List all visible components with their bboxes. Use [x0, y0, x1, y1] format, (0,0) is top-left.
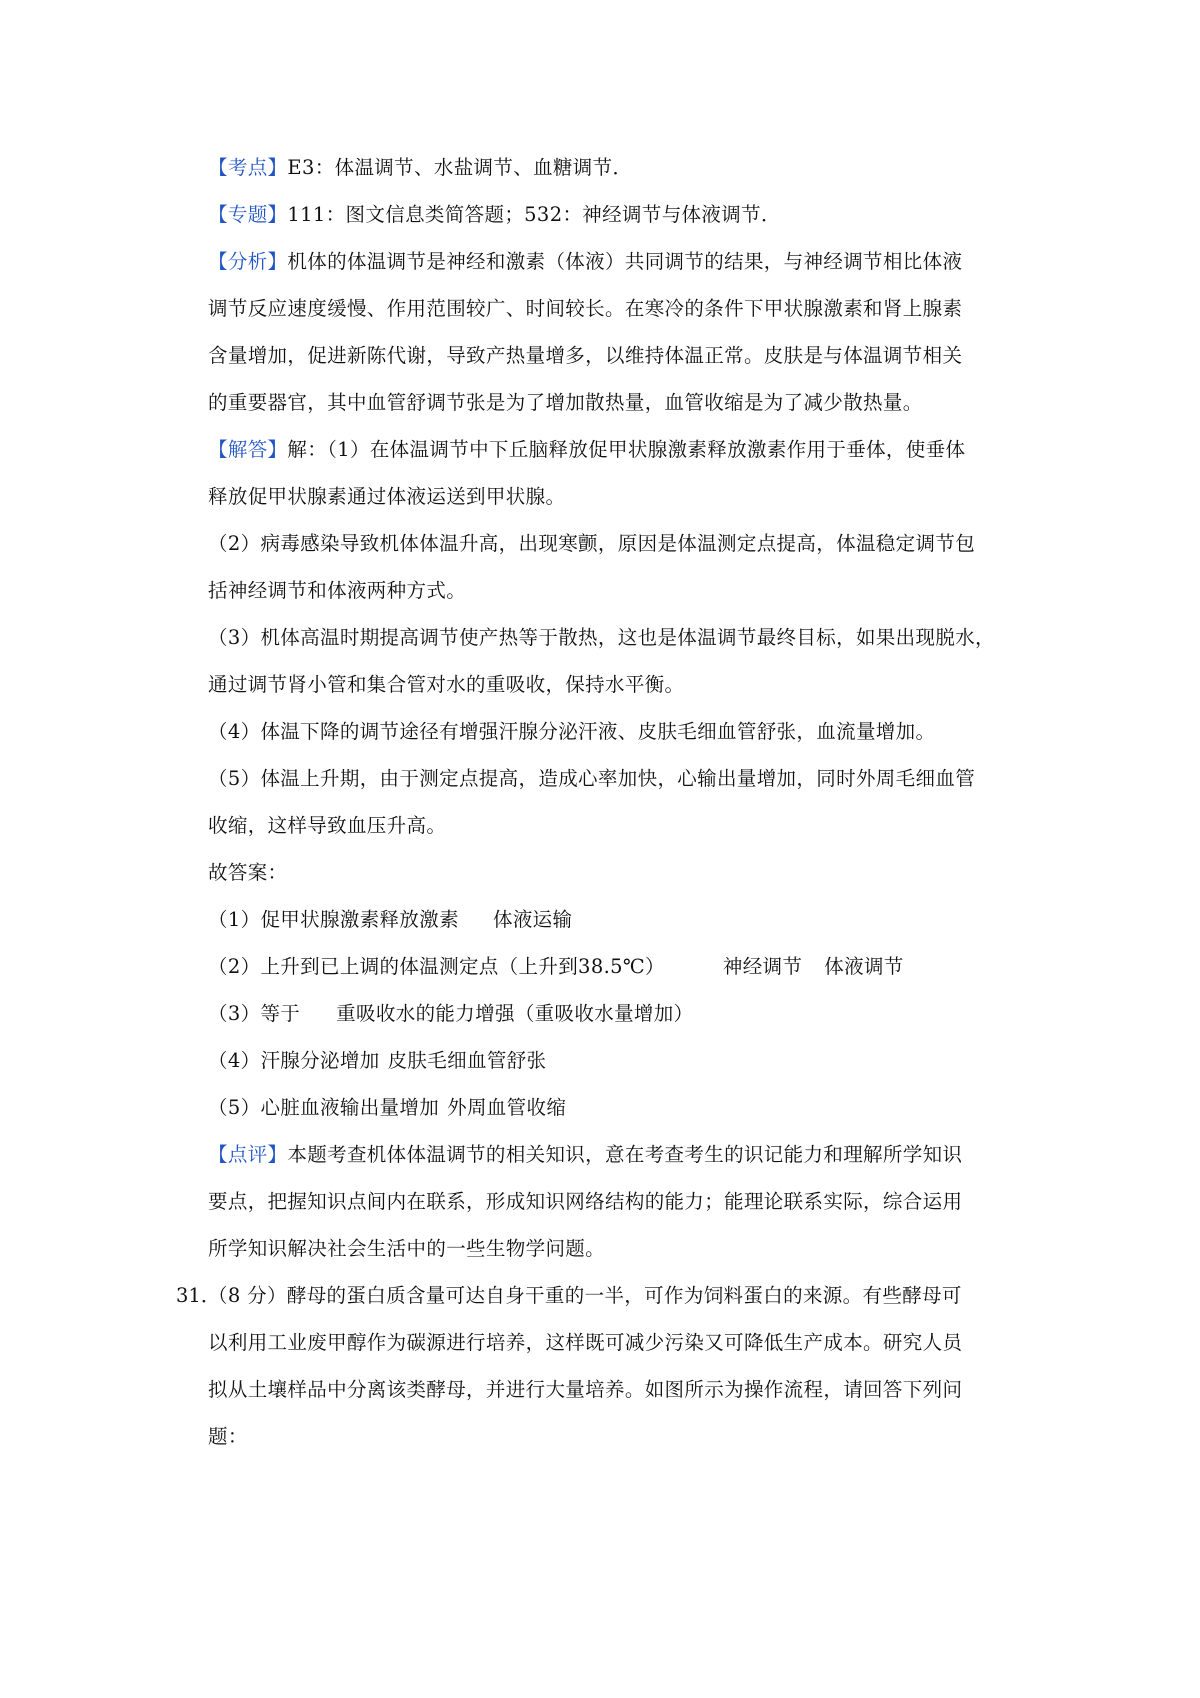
fenxi-line-1	[208, 250, 1024, 274]
fenxi-line-2: 调节反应速度缓慢、作用范围较广、时间较长。在寒冷的条件下甲状腺激素和肾上腺素	[208, 297, 963, 320]
zhuanti-text: 111：图文信息类简答题；532：神经调节与体液调节．	[287, 203, 781, 226]
jieda-line-3: （2）病毒感染导致机体体温升高，出现寒颤，原因是体温测定点提高，体温稳定调节包	[208, 532, 976, 555]
question-31-number: 31．	[176, 1284, 221, 1307]
dianping-text-1: 本题考查机体体温调节的相关知识，意在考查考生的识记能力和理解所学知识	[287, 1143, 963, 1166]
jieda-line-2: 释放促甲状腺素通过体液运送到甲状腺。	[208, 485, 566, 508]
answer-2	[208, 955, 1024, 979]
answer-4-part-1: （4）汗腺分泌增加	[208, 1049, 380, 1072]
kaodian-text: E3：体温调节、水盐调节、血糖调节．	[287, 156, 633, 179]
kaodian-line	[208, 156, 1024, 180]
answer-3-part-2: 重吸收水的能力增强（重吸收水量增加）	[336, 1002, 694, 1025]
answer-5	[208, 1096, 1024, 1120]
dianping-line-1	[208, 1143, 1024, 1167]
answer-2-part-3: 体液调节	[824, 955, 904, 978]
question-31-line-1: （8 分）酵母的蛋白质含量可达自身干重的一半，可作为饲料蛋白的来源。有些酵母可	[208, 1284, 962, 1307]
jieda-line-7: （4）体温下降的调节途径有增强汗腺分泌汗液、皮肤毛细血管舒张，血流量增加。	[208, 720, 936, 743]
answer-1	[208, 908, 1024, 932]
zhuanti-tag: 【专题】	[208, 203, 288, 226]
fenxi-line-3: 含量增加，促进新陈代谢，导致产热量增多，以维持体温正常。皮肤是与体温调节相关	[208, 344, 963, 367]
kaodian-tag: 【考点】	[208, 156, 288, 179]
jieda-text-1: 解：（1）在体温调节中下丘脑释放促甲状腺激素释放激素作用于垂体，使垂体	[287, 438, 966, 461]
fenxi-line-4: 的重要器官，其中血管舒调节张是为了增加散热量，血管收缩是为了减少散热量。	[208, 391, 923, 414]
question-31-line-2: 以利用工业废甲醇作为碳源进行培养，这样既可减少污染又可降低生产成本。研究人员	[208, 1331, 963, 1354]
answer-4	[208, 1049, 1024, 1073]
dianping-line-3: 所学知识解决社会生活中的一些生物学问题。	[208, 1237, 606, 1260]
question-31-line-4: 题：	[208, 1425, 248, 1448]
zhuanti-line	[208, 203, 1024, 227]
jieda-line-9: 收缩，这样导致血压升高。	[208, 814, 447, 837]
answer-4-part-2: 皮肤毛细血管舒张	[387, 1049, 547, 1072]
jieda-tag: 【解答】	[208, 438, 288, 461]
jieda-line-1	[208, 438, 1024, 462]
question-31-line-3: 拟从土壤样品中分离该类酵母，并进行大量培养。如图所示为操作流程，请回答下列问	[208, 1378, 963, 1401]
answer-2-part-2: 神经调节	[722, 955, 803, 978]
answer-3	[208, 1002, 1024, 1026]
answer-1-part-1: （1）促甲状腺激素释放激素	[208, 908, 459, 931]
answer-2-part-1: （2）上升到已上调的体温测定点（上升到38.5℃）	[208, 955, 665, 978]
dianping-line-2: 要点，把握知识点间内在联系，形成知识网络结构的能力；能理论联系实际，综合运用	[208, 1190, 963, 1213]
jieda-line-8: （5）体温上升期，由于测定点提高，造成心率加快，心输出量增加，同时外周毛细血管	[208, 767, 976, 790]
answer-intro: 故答案：	[208, 861, 288, 884]
answer-3-part-1: （3）等于	[208, 1002, 301, 1025]
jieda-line-5: （3）机体高温时期提高调节使产热等于散热，这也是体温调节最终目标，如果出现脱水，	[208, 626, 995, 649]
jieda-line-4: 括神经调节和体液两种方式。	[208, 579, 467, 602]
answer-5-part-1: （5）心脏血液输出量增加	[208, 1096, 440, 1119]
answer-1-part-2: 体液运输	[492, 908, 573, 931]
fenxi-tag: 【分析】	[208, 250, 288, 273]
answer-5-part-2: 外周血管收缩	[447, 1096, 567, 1119]
jieda-line-6: 通过调节肾小管和集合管对水的重吸收，保持水平衡。	[208, 673, 685, 696]
fenxi-text-1: 机体的体温调节是神经和激素（体液）共同调节的结果，与神经调节相比体液	[287, 250, 963, 273]
dianping-tag: 【点评】	[208, 1143, 288, 1166]
